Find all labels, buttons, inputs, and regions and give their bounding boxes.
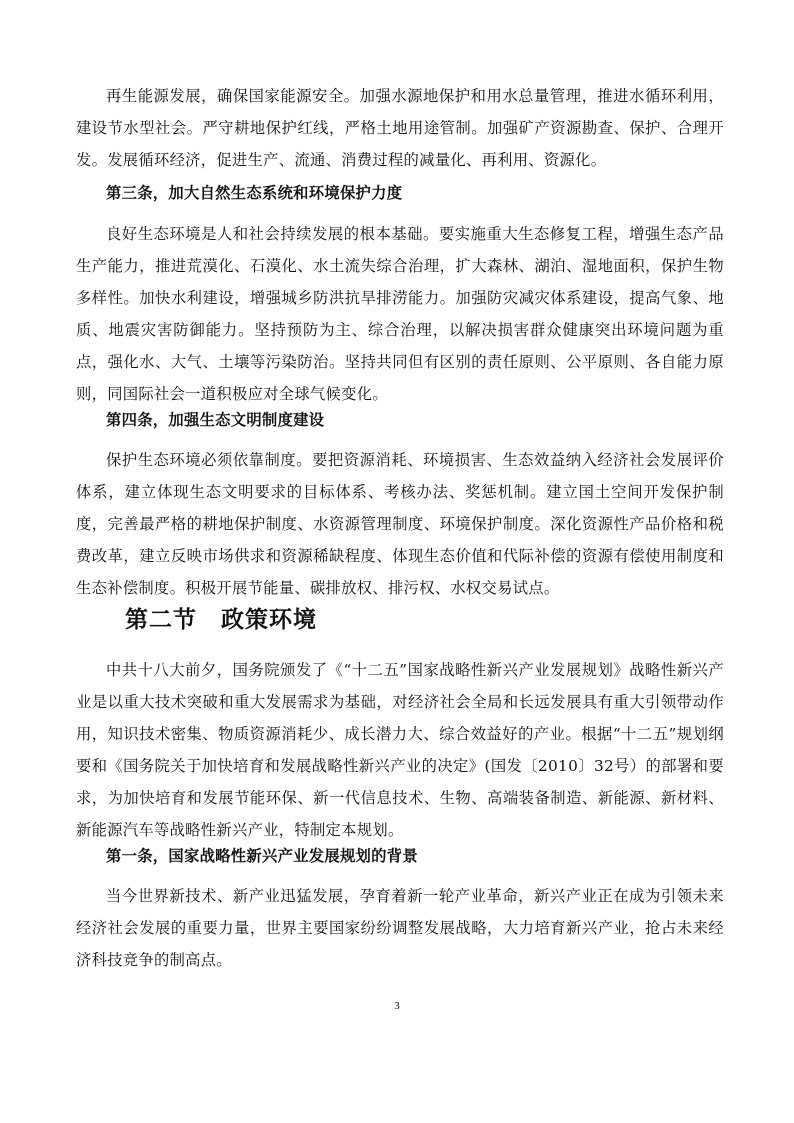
article-title-3 (76, 181, 724, 205)
section-title-policy-environment (76, 604, 724, 636)
paragraph-text: 中共十八大前夕，国务院颁发了《“十二五”国家战略性新兴产业发展规划》战略性新兴产业是以重大技术突破和重大发展需求为基础，对经济社会全局和长远发展具有重大引领带动作用，知识技术密集、物质资源消耗少、成长潜力大、综合效益好的产业。根据“十二五”规划纲要和《国务院关于加快培育和发展战略性新兴产业的决定》(国发〔2010〕32号）的部署和要求，为加快培育和发展节能环保、新一代信息技术、生物、高端装备制造、新能源、新材料、新能源汽车等战略性新兴产业，特制定本规划。 (76, 661, 724, 839)
paragraph-ecological-environment (76, 218, 724, 410)
article-heading: 第四条，加强生态文明制度建设 (106, 411, 325, 429)
paragraph-text: 当今世界新技术、新产业迅猛发展，孕育着新一轮产业革命，新兴产业正在成为引领未来经济社会发展的重要力量，世界主要国家纷纷调整发展战略，大力培育新兴产业，抢占未来经济科技竞争的制高点。 (76, 887, 724, 969)
section-heading: 第二节 政策环境 (125, 606, 317, 633)
paragraph-text: 再生能源发展，确保国家能源安全。加强水源地保护和用水总量管理，推进水循环利用，建设节水型社会。严守耕地保护红线，严格土地用途管制。加强矿产资源勘查、保护、合理开发。发展循环经济，促进生产、流通、消费过程的减量化、再利用、资源化。 (76, 87, 724, 169)
paragraph-ecological-system (76, 444, 724, 604)
paragraph-text: 保护生态环境必须依靠制度。要把资源消耗、环境损害、生态效益纳入经济社会发展评价体系，建立体现生态文明要求的目标体系、考核办法、奖惩机制。建立国土空间开发保护制度，完善最严格的耕地保护制度、水资源管理制度、环境保护制度。深化资源性产品价格和税费改革，建立反映市场供求和资源稀缺程度、体现生态价值和代际补偿的资源有偿使用制度和生态补偿制度。积极开展节能量、碳排放权、排污权、水权交易试点。 (76, 451, 724, 597)
article-title-1 (76, 844, 724, 868)
paragraph-background (76, 880, 724, 976)
article-heading: 第三条，加大自然生态系统和环境保护力度 (106, 184, 403, 202)
paragraph-renewable-energy (76, 80, 724, 176)
paragraph-policy (76, 654, 724, 846)
article-title-4 (76, 408, 724, 432)
paragraph-text: 良好生态环境是人和社会持续发展的根本基础。要实施重大生态修复工程，增强生态产品生产能力，推进荒漠化、石漠化、水土流失综合治理，扩大森林、湖泊、湿地面积，保护生物多样性。加快水利建设，增强城乡防洪抗旱排涝能力。加强防灾减灾体系建设，提高气象、地质、地震灾害防御能力。坚持预防为主、综合治理，以解决损害群众健康突出环境问题为重点，强化水、大气、土壤等污染防治。坚持共同但有区别的责任原则、公平原则、各自能力原则，同国际社会一道积极应对全球气候变化。 (76, 225, 724, 403)
page-number: 3 (394, 1000, 400, 1012)
article-heading: 第一条，国家战略性新兴产业发展规划的背景 (106, 847, 418, 865)
